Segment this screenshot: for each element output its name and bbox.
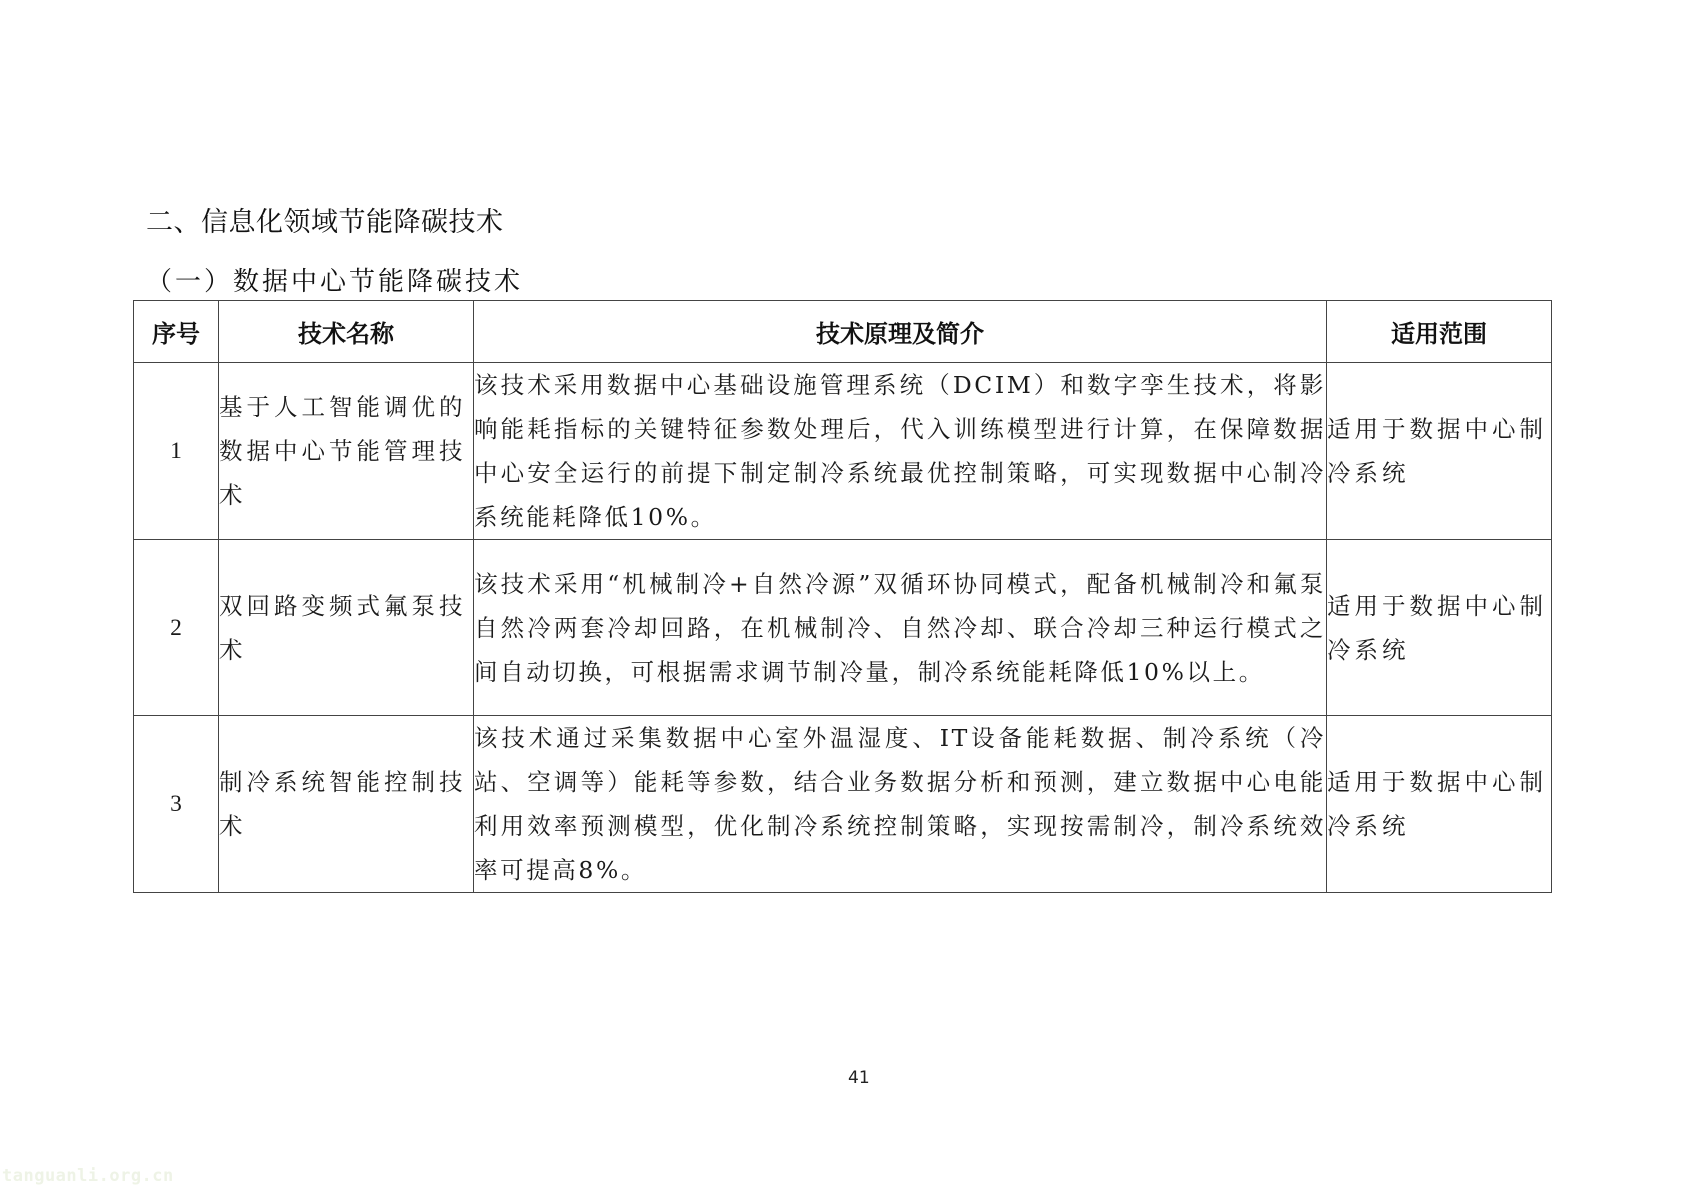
technology-description: 该技术通过采集数据中心室外温湿度、IT设备能耗数据、制冷系统（冷站、空调等）能耗等参数，结合业务数据分析和预测，建立数据中心电能利用效率预测模型，优化制冷系统控制策略，实现按需制冷，制冷系统效率可提高8%。 xyxy=(474,716,1327,893)
subsection-heading: （一）数据中心节能降碳技术 xyxy=(146,267,524,297)
application-scope: 适用于数据中心制冷系统 xyxy=(1327,716,1552,893)
page-number: 41 xyxy=(848,1068,870,1088)
table-row xyxy=(134,363,1552,540)
column-header-description: 技术原理及简介 xyxy=(474,301,1327,363)
table-row xyxy=(134,540,1552,716)
section-heading: 二、信息化领域节能降碳技术 xyxy=(146,207,504,238)
application-scope: 适用于数据中心制冷系统 xyxy=(1327,363,1552,540)
technology-table xyxy=(133,300,1552,893)
application-scope: 适用于数据中心制冷系统 xyxy=(1327,540,1552,716)
table-row xyxy=(134,716,1552,893)
technology-name: 双回路变频式氟泵技术 xyxy=(219,540,474,716)
technology-name: 基于人工智能调优的数据中心节能管理技术 xyxy=(219,363,474,540)
column-header-scope: 适用范围 xyxy=(1327,301,1552,363)
technology-description: 该技术采用“机械制冷+自然冷源”双循环协同模式，配备机械制冷和氟泵自然冷两套冷却回路，在机械制冷、自然冷却、联合冷却三种运行模式之间自动切换，可根据需求调节制冷量，制冷系统能耗降低10%以上。 xyxy=(474,540,1327,716)
technology-name: 制冷系统智能控制技术 xyxy=(219,716,474,893)
table-header-row xyxy=(134,301,1552,363)
row-number: 2 xyxy=(134,540,219,716)
row-number: 3 xyxy=(134,716,219,893)
row-number: 1 xyxy=(134,363,219,540)
column-header-number: 序号 xyxy=(134,301,219,363)
watermark: tanguanli.org.cn xyxy=(2,1166,174,1186)
technology-description: 该技术采用数据中心基础设施管理系统（DCIM）和数字孪生技术，将影响能耗指标的关键特征参数处理后，代入训练模型进行计算，在保障数据中心安全运行的前提下制定制冷系统最优控制策略，可实现数据中心制冷系统能耗降低10%。 xyxy=(474,363,1327,540)
column-header-name: 技术名称 xyxy=(219,301,474,363)
